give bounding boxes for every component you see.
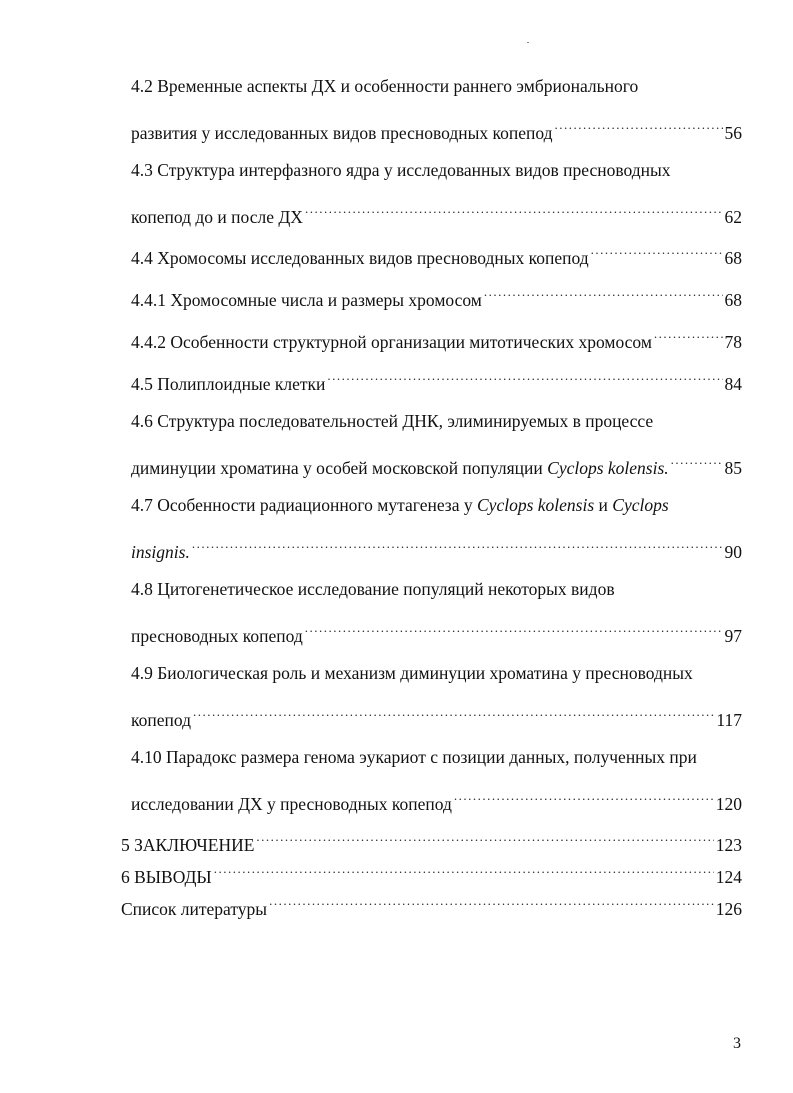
toc-page-number: 90 (724, 542, 742, 562)
toc-leader (214, 861, 714, 883)
toc-text-part: и (594, 495, 613, 515)
toc-entry-6[interactable] (121, 861, 742, 888)
toc-entry-4-7-title[interactable] (131, 494, 731, 516)
toc-leader (591, 242, 723, 264)
toc-leader (305, 620, 723, 642)
toc-page-number: 85 (724, 458, 742, 478)
toc-page-number: 68 (724, 248, 742, 268)
species-name: Cyclops kolensis (477, 495, 595, 515)
toc-text: 4.8 Цитогенетическое исследование популяций некоторых видов (131, 579, 615, 599)
toc-text: Список литературы (121, 899, 268, 919)
toc-text: 4.4.2 Особенности структурной организации митотических хромосом (131, 332, 652, 352)
toc-leader (555, 117, 723, 139)
toc-text: 4.9 Биологическая роль и механизм диминуции хроматина у пресноводных (131, 663, 693, 683)
toc-text: 4.2 Временные аспекты ДХ и особенности раннего эмбрионального (131, 76, 639, 96)
toc-entry-4-3-cont[interactable] (131, 201, 742, 228)
toc-text-part: диминуции хроматина у особей московской популяции (131, 458, 548, 478)
toc-page-number: 56 (724, 123, 742, 143)
toc-text: 4.5 Полиплоидные клетки (131, 374, 326, 394)
toc-text: 4.4 Хромосомы исследованных видов пресноводных копепод (131, 248, 589, 268)
toc-leader (269, 893, 714, 915)
toc-page-number: 126 (715, 899, 742, 919)
toc-leader (484, 284, 723, 306)
toc-text: копепод до и после ДХ (131, 207, 303, 227)
toc-entry-4-9-cont[interactable] (131, 704, 742, 731)
toc-page-number: 62 (724, 207, 742, 227)
toc-page-number: 97 (724, 626, 742, 646)
page-number: 3 (733, 1035, 741, 1052)
toc-entry-5[interactable] (121, 829, 742, 856)
toc-text: 4.3 Структура интерфазного ядра у исследованных видов пресноводных (131, 160, 671, 180)
species-name: insignis. (131, 542, 190, 562)
toc-entry-4-5[interactable] (131, 368, 742, 395)
toc-page-number: 124 (715, 867, 742, 887)
toc-leader (256, 829, 713, 851)
toc-page-number: 117 (716, 710, 742, 730)
toc-leader (305, 201, 723, 223)
toc-entry-references[interactable] (121, 893, 742, 920)
species-name: Cyclops kolensis. (547, 458, 669, 478)
toc-text (131, 494, 669, 516)
toc-entry-4-8-title[interactable] (131, 578, 731, 600)
toc-page-number: 120 (715, 794, 742, 814)
toc-entry-4-6-cont[interactable] (131, 452, 742, 479)
toc-page-number: 84 (724, 374, 742, 394)
toc-entry-4-9-title[interactable] (131, 662, 731, 684)
scan-speck (527, 42, 529, 43)
toc-entry-4-2-title[interactable] (131, 75, 731, 97)
toc-text: развития у исследованных видов пресноводных копепод (131, 123, 553, 143)
toc-text: исследовании ДХ у пресноводных копепод (131, 794, 452, 814)
toc-entry-4-2-cont[interactable] (131, 117, 742, 144)
toc-text: копепод (131, 710, 192, 730)
toc-text: пресноводных копепод (131, 626, 303, 646)
toc-leader (654, 326, 723, 348)
toc-entry-4-4[interactable] (131, 242, 742, 269)
toc-entry-4-4-2[interactable] (131, 326, 742, 353)
toc-page-number: 68 (724, 290, 742, 310)
species-name: Cyclops (612, 495, 669, 515)
toc-text: 4.10 Парадокс размера генома эукариот с позиции данных, полученных при (131, 747, 697, 767)
toc-text: 6 ВЫВОДЫ (121, 867, 212, 887)
toc-entry-4-6-title[interactable] (131, 410, 731, 432)
toc-text: 4.6 Структура последовательностей ДНК, элиминируемых в процессе (131, 411, 654, 431)
toc-leader (192, 536, 723, 558)
toc-entry-4-3-title[interactable] (131, 159, 731, 181)
toc-leader (671, 452, 723, 474)
toc-text: 5 ЗАКЛЮЧЕНИЕ (121, 835, 255, 855)
toc-entry-4-7-cont[interactable] (131, 536, 742, 563)
toc-entry-4-10-title[interactable] (131, 746, 731, 768)
toc-text (131, 457, 669, 479)
toc-entry-4-10-cont[interactable] (131, 788, 742, 815)
toc-page-number: 123 (715, 835, 742, 855)
toc-leader (454, 788, 714, 810)
toc-leader (327, 368, 722, 390)
toc-text: 4.4.1 Хромосомные числа и размеры хромосом (131, 290, 482, 310)
toc-entry-4-8-cont[interactable] (131, 620, 742, 647)
toc-entry-4-4-1[interactable] (131, 284, 742, 311)
toc-text-part: 4.7 Особенности радиационного мутагенеза у (131, 495, 477, 515)
toc-leader (193, 704, 714, 726)
toc-page-number: 78 (724, 332, 742, 352)
